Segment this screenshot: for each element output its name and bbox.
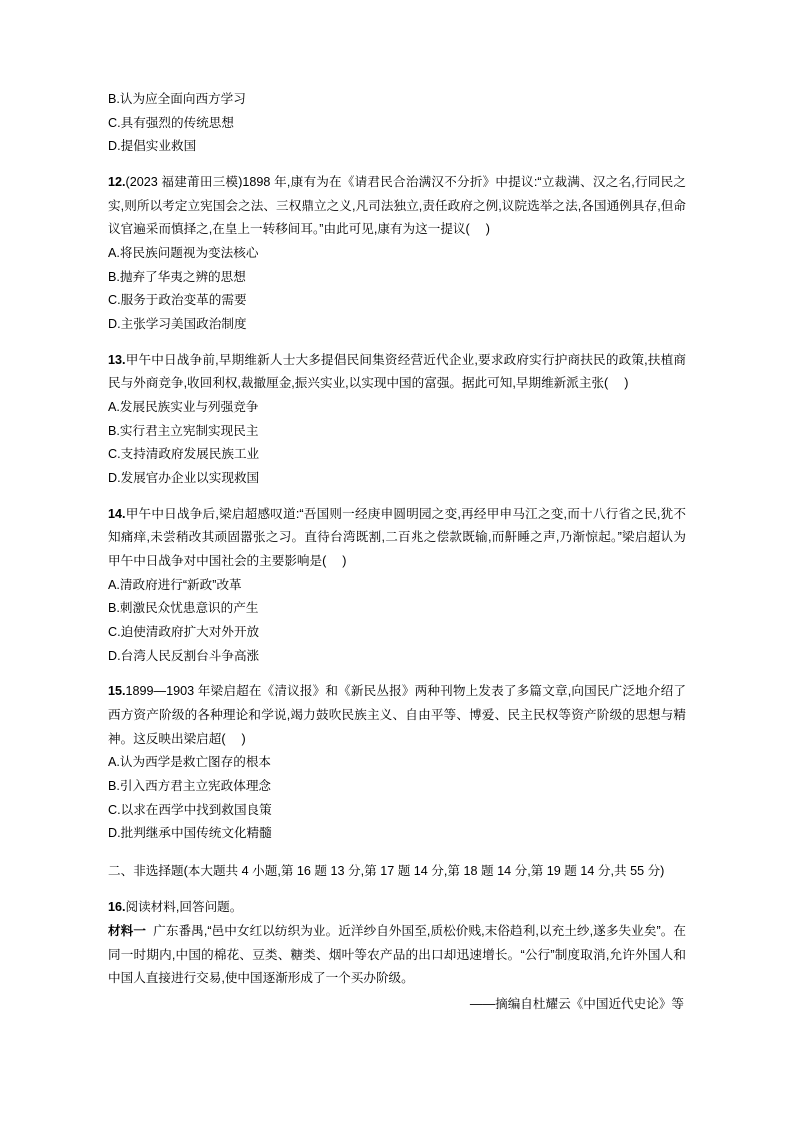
option-item: A.将民族问题视为变法核心 xyxy=(108,246,259,261)
question-stem xyxy=(108,503,686,574)
option-item: C.迫使清政府扩大对外开放 xyxy=(108,625,260,640)
question-stem xyxy=(108,349,686,396)
question-text-tail: ) xyxy=(241,731,246,746)
answer-blank xyxy=(226,732,242,746)
question-number: 12. xyxy=(108,175,126,190)
option-item: D.提倡实业救国 xyxy=(108,139,197,154)
material-one xyxy=(108,920,686,991)
option-item: B.认为应全面向西方学习 xyxy=(108,92,246,106)
material-text: 广东番禺,“邑中女红以纺织为业。近洋纱自外国至,质松价贱,末俗趋利,以充土纱,遂多失业矣”。在同一时期内,中国的棉花、豆类、糖类、烟叶等农产品的出口却迅速增长。“公行”制度取消,允许外国人和中国人直接进行交易,使中国逐渐形成了一个买办阶级。 xyxy=(108,924,687,986)
option-item: C.支持清政府发展民族工业 xyxy=(108,447,260,462)
question-text-tail: ) xyxy=(624,376,629,391)
question-stem xyxy=(108,171,686,242)
option-item: A.发展民族实业与列强竞争 xyxy=(108,400,259,415)
option-item: B.抛弃了华夷之辨的思想 xyxy=(108,269,246,284)
top-options-group xyxy=(108,88,686,159)
question-text-tail: ) xyxy=(342,554,347,569)
material-source: ——摘编自杜耀云《中国近代史论》等 xyxy=(469,997,684,1012)
material-label: 材料一 xyxy=(108,924,146,939)
question-number: 14. xyxy=(108,506,126,521)
question-instruction xyxy=(108,896,686,920)
question-number: 13. xyxy=(108,352,126,367)
question-number: 16. xyxy=(108,900,126,915)
question-text: (2023 福建莆田三模)1898 年,康有为在《请君民合治满汉不分折》中提议:“立裁满、汉之名,行同民之实,则所以考定立宪国会之法、三权鼎立之义,凡司法独立,责任政府之例,议院选举之法,各国通例具存,但命议官遍采而慎择之,在皇上一转移间耳。”由此可见,康有为这一提议( xyxy=(108,175,686,237)
question-block-13 xyxy=(108,349,686,491)
question-text-tail: ) xyxy=(485,222,490,237)
question-block-12 xyxy=(108,171,686,337)
question-block-16 xyxy=(108,896,686,1016)
section-heading-two: 二、非选择题(本大题共 4 小题,第 16 题 13 分,第 17 题 14 分,第 18 题 14 分,第 19 题 14 分,共 55 分) xyxy=(108,864,665,879)
option-item: C.服务于政治变革的需要 xyxy=(108,293,247,308)
option-item: B.刺激民众忧患意识的产生 xyxy=(108,601,259,616)
question-number: 15. xyxy=(108,684,126,699)
option-item: D.台湾人民反割台斗争高涨 xyxy=(108,648,260,663)
option-item: C.具有强烈的传统思想 xyxy=(108,115,234,130)
question-instruction-text: 阅读材料,回答问题。 xyxy=(125,900,243,915)
option-item: B.实行君主立宪制实现民主 xyxy=(108,423,259,438)
answer-blank xyxy=(608,376,624,390)
answer-blank xyxy=(326,554,342,568)
question-block-15 xyxy=(108,680,686,846)
question-text: 甲午中日战争后,梁启超感叹道:“吾国则一经庚申圆明园之变,再经甲申马江之变,而十八行省之民,犹不知痛痒,未尝稍改其顽固嚣张之习。直待台湾既割,二百兆之偿款既输,而鼾睡之声,乃渐惊起。”梁启超认为甲午中日战争对中国社会的主要影响是( xyxy=(108,506,686,569)
option-item: D.批判继承中国传统文化精髓 xyxy=(108,826,272,841)
option-item: D.主张学习美国政治制度 xyxy=(108,317,247,332)
option-item: D.发展官办企业以实现救国 xyxy=(108,471,260,486)
answer-blank xyxy=(470,222,486,236)
question-stem xyxy=(108,680,686,751)
question-text: 1899—1903 年梁启超在《清议报》和《新民丛报》两种刊物上发表了多篇文章,向国民广泛地介绍了西方资产阶级的各种理论和学说,竭力鼓吹民族主义、自由平等、博爱、民主民权等资产阶级的思想与精神。这反映出梁启超( xyxy=(108,684,686,746)
question-text: 甲午中日战争前,早期维新人士大多提倡民间集资经营近代企业,要求政府实行护商扶民的政策,扶植商民与外商竞争,收回利权,裁撤厘金,振兴实业,以实现中国的富强。据此可知,早期维新派主张( xyxy=(108,352,686,391)
option-item: A.认为西学是救亡图存的根本 xyxy=(108,755,272,770)
option-item: A.清政府进行“新政”改革 xyxy=(108,577,242,592)
option-item: B.引入西方君主立宪政体理念 xyxy=(108,779,272,794)
question-block-14 xyxy=(108,503,686,669)
option-item: C.以求在西学中找到救国良策 xyxy=(108,802,272,817)
